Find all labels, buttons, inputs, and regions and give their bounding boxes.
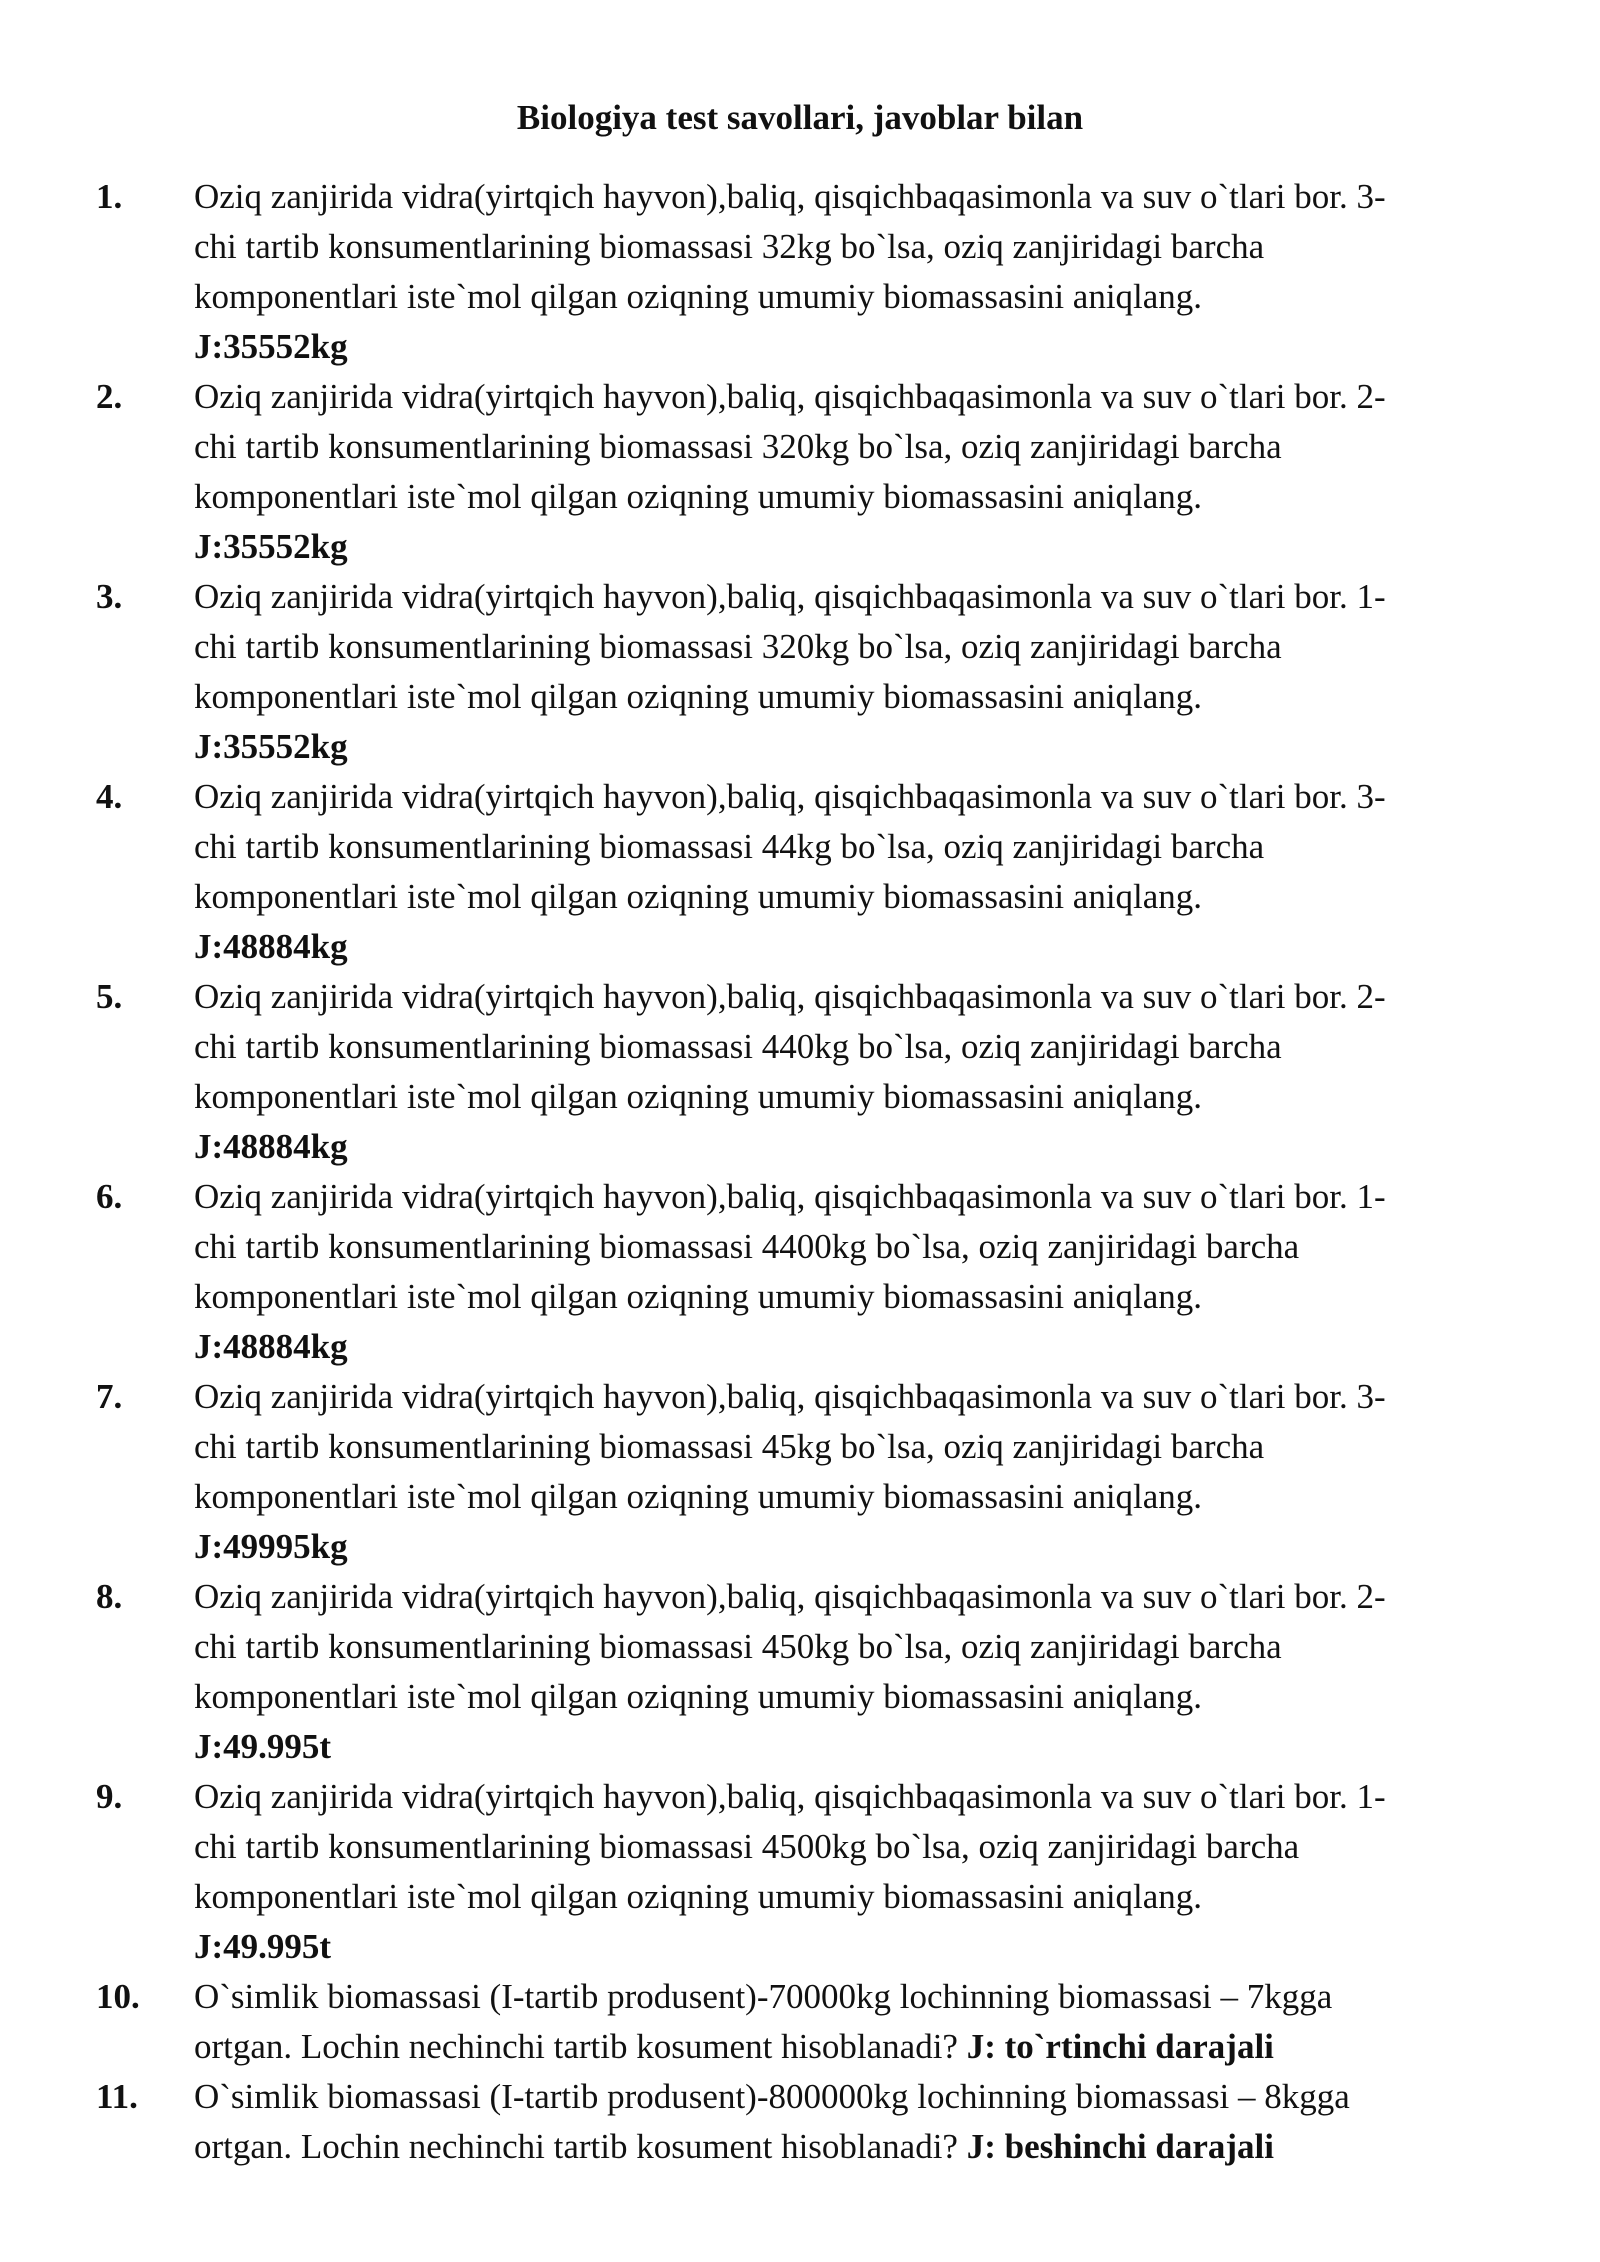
question-item xyxy=(0,1972,1600,2072)
question-text-line: Oziq zanjirida vidra(yirtqich hayvon),baliq, qisqichbaqasimonla va suv o`tlari bor. 3- xyxy=(194,1377,1386,1416)
question-body xyxy=(194,972,1494,1172)
question-item xyxy=(0,1172,1600,1372)
question-item xyxy=(0,572,1600,772)
answer-text: J:49.995t xyxy=(194,1727,332,1766)
answer-text: J:49995kg xyxy=(194,1527,348,1566)
question-number: 4. xyxy=(96,777,123,816)
question-item xyxy=(0,1372,1600,1572)
question-item xyxy=(0,372,1600,572)
answer-text: J: to`rtinchi darajali xyxy=(966,2027,1274,2066)
question-text-line: O`simlik biomassasi (I-tartib produsent)-70000kg lochinning biomassasi – 7kgga xyxy=(194,1977,1333,2016)
question-body xyxy=(194,1572,1494,1772)
question-item xyxy=(0,1572,1600,1772)
question-text-line: O`simlik biomassasi (I-tartib produsent)-800000kg lochinning biomassasi – 8kgga xyxy=(194,2077,1350,2116)
question-text-line: komponentlari iste`mol qilgan oziqning umumiy biomassasini aniqlang. xyxy=(194,1477,1203,1516)
question-item xyxy=(0,972,1600,1172)
question-text-line xyxy=(194,2122,1494,2172)
question-text-line: komponentlari iste`mol qilgan oziqning umumiy biomassasini aniqlang. xyxy=(194,877,1203,916)
question-text-line: Oziq zanjirida vidra(yirtqich hayvon),baliq, qisqichbaqasimonla va suv o`tlari bor. 2- xyxy=(194,377,1386,416)
question-number: 6. xyxy=(96,1177,123,1216)
question-number: 9. xyxy=(96,1777,123,1816)
question-item xyxy=(0,772,1600,972)
answer-text: J:35552kg xyxy=(194,727,348,766)
question-text-line: chi tartib konsumentlarining biomassasi 450kg bo`lsa, oziq zanjiridagi barcha xyxy=(194,1627,1282,1666)
question-item xyxy=(0,172,1600,372)
answer-text: J:48884kg xyxy=(194,1127,348,1166)
question-number: 8. xyxy=(96,1577,123,1616)
question-body xyxy=(194,1772,1494,1972)
question-text-line: Oziq zanjirida vidra(yirtqich hayvon),baliq, qisqichbaqasimonla va suv o`tlari bor. 1- xyxy=(194,1777,1386,1816)
question-body xyxy=(194,172,1494,372)
question-text-line: Oziq zanjirida vidra(yirtqich hayvon),baliq, qisqichbaqasimonla va suv o`tlari bor. 3- xyxy=(194,777,1386,816)
question-number: 3. xyxy=(96,577,123,616)
question-text-line: Oziq zanjirida vidra(yirtqich hayvon),baliq, qisqichbaqasimonla va suv o`tlari bor. 1- xyxy=(194,1177,1386,1216)
question-text-line: komponentlari iste`mol qilgan oziqning umumiy biomassasini aniqlang. xyxy=(194,1677,1203,1716)
document-title: Biologiya test savollari, javoblar bilan xyxy=(516,98,1084,137)
question-text-segment: ortgan. Lochin nechinchi tartib kosument hisoblanadi? xyxy=(194,2027,967,2066)
question-item xyxy=(0,1772,1600,1972)
question-text-line: chi tartib konsumentlarining biomassasi 44kg bo`lsa, oziq zanjiridagi barcha xyxy=(194,827,1265,866)
answer-text: J:35552kg xyxy=(194,327,348,366)
question-body xyxy=(194,772,1494,972)
question-text-line: chi tartib konsumentlarining biomassasi 440kg bo`lsa, oziq zanjiridagi barcha xyxy=(194,1027,1282,1066)
question-list xyxy=(0,172,1600,2172)
question-text-line: chi tartib konsumentlarining biomassasi 4400kg bo`lsa, oziq zanjiridagi barcha xyxy=(194,1227,1300,1266)
question-text-line: Oziq zanjirida vidra(yirtqich hayvon),baliq, qisqichbaqasimonla va suv o`tlari bor. 1- xyxy=(194,577,1386,616)
answer-text: J:35552kg xyxy=(194,527,348,566)
question-number: 1. xyxy=(96,177,123,216)
question-text-line: chi tartib konsumentlarining biomassasi 320kg bo`lsa, oziq zanjiridagi barcha xyxy=(194,627,1282,666)
answer-text: J:48884kg xyxy=(194,927,348,966)
question-text-line: Oziq zanjirida vidra(yirtqich hayvon),baliq, qisqichbaqasimonla va suv o`tlari bor. 3- xyxy=(194,177,1386,216)
question-number: 7. xyxy=(96,1377,123,1416)
question-text-line xyxy=(194,2022,1494,2072)
question-number: 5. xyxy=(96,977,123,1016)
question-body xyxy=(194,2072,1494,2172)
answer-text: J:48884kg xyxy=(194,1327,348,1366)
question-body xyxy=(194,1972,1494,2072)
question-text-segment: ortgan. Lochin nechinchi tartib kosument hisoblanadi? xyxy=(194,2127,967,2166)
question-body xyxy=(194,372,1494,572)
question-text-line: komponentlari iste`mol qilgan oziqning umumiy biomassasini aniqlang. xyxy=(194,277,1203,316)
question-text-line: komponentlari iste`mol qilgan oziqning umumiy biomassasini aniqlang. xyxy=(194,1877,1203,1916)
question-text-line: chi tartib konsumentlarining biomassasi 4500kg bo`lsa, oziq zanjiridagi barcha xyxy=(194,1827,1300,1866)
question-body xyxy=(194,572,1494,772)
question-text-line: komponentlari iste`mol qilgan oziqning umumiy biomassasini aniqlang. xyxy=(194,1077,1203,1116)
question-text-line: komponentlari iste`mol qilgan oziqning umumiy biomassasini aniqlang. xyxy=(194,477,1203,516)
question-text-line: Oziq zanjirida vidra(yirtqich hayvon),baliq, qisqichbaqasimonla va suv o`tlari bor. 2- xyxy=(194,977,1386,1016)
question-text-line: Oziq zanjirida vidra(yirtqich hayvon),baliq, qisqichbaqasimonla va suv o`tlari bor. 2- xyxy=(194,1577,1386,1616)
question-text-line: komponentlari iste`mol qilgan oziqning umumiy biomassasini aniqlang. xyxy=(194,1277,1203,1316)
question-text-line: chi tartib konsumentlarining biomassasi 45kg bo`lsa, oziq zanjiridagi barcha xyxy=(194,1427,1265,1466)
question-body xyxy=(194,1172,1494,1372)
question-item xyxy=(0,2072,1600,2172)
question-number: 11. xyxy=(96,2077,138,2116)
question-text-line: komponentlari iste`mol qilgan oziqning umumiy biomassasini aniqlang. xyxy=(194,677,1203,716)
question-text-line: chi tartib konsumentlarining biomassasi 32kg bo`lsa, oziq zanjiridagi barcha xyxy=(194,227,1265,266)
question-number: 2. xyxy=(96,377,123,416)
answer-text: J: beshinchi darajali xyxy=(966,2127,1274,2166)
question-text-line: chi tartib konsumentlarining biomassasi 320kg bo`lsa, oziq zanjiridagi barcha xyxy=(194,427,1282,466)
answer-text: J:49.995t xyxy=(194,1927,332,1966)
question-number: 10. xyxy=(96,1977,140,2016)
question-body xyxy=(194,1372,1494,1572)
